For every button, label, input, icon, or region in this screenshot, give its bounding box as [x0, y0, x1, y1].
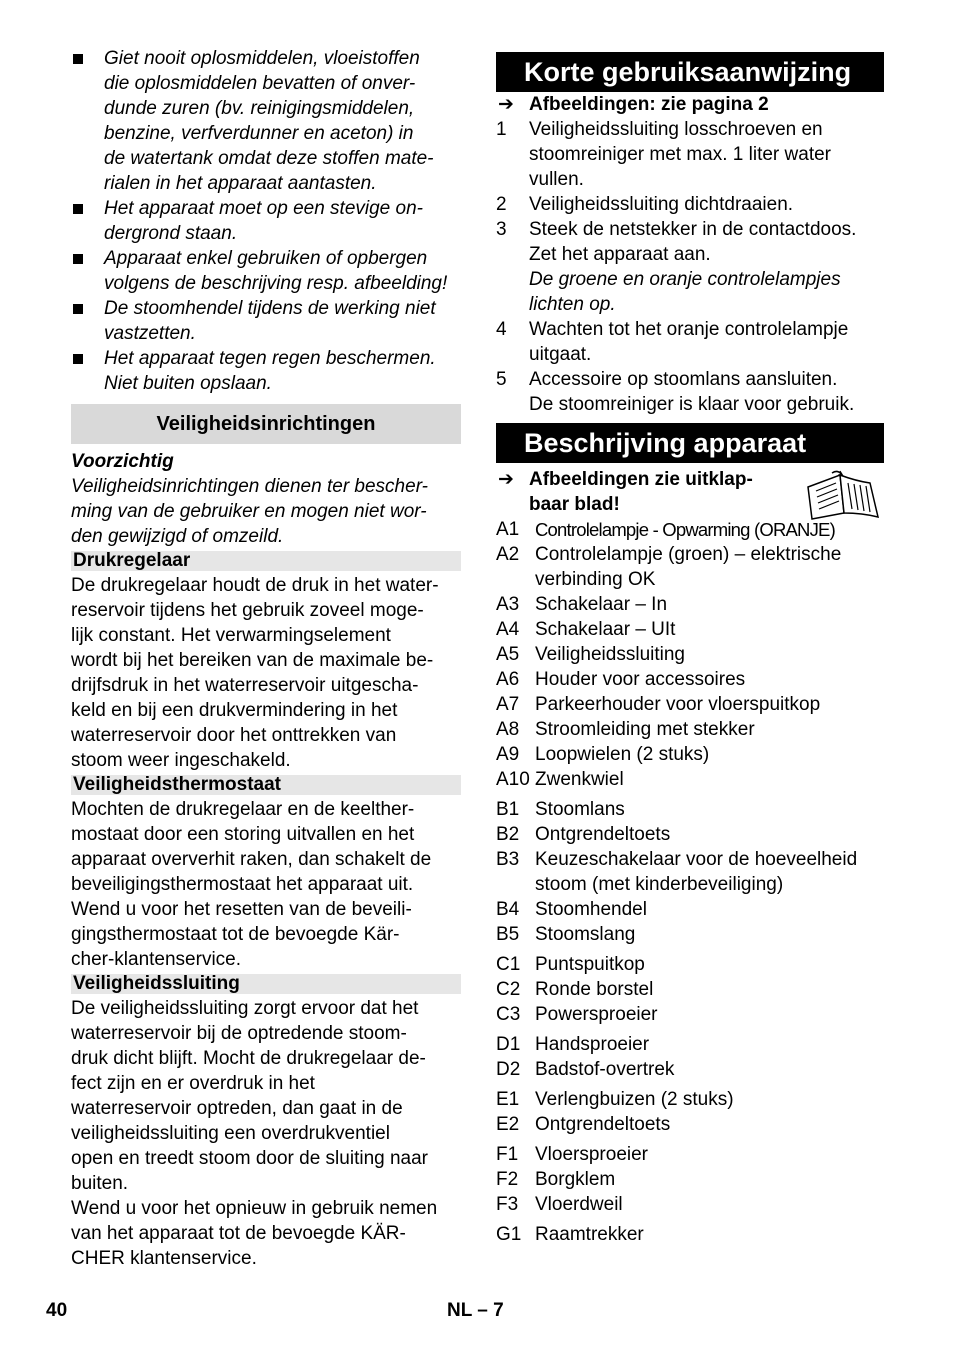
warning-item [71, 296, 461, 346]
text-line: Steek de netstekker in de contactdoos. [529, 219, 857, 240]
warning-item [71, 246, 461, 296]
component-label: Houder voor accessoires [535, 669, 746, 690]
component-item [496, 692, 884, 717]
component-label: Raamtrekker [535, 1224, 644, 1245]
component-item [496, 922, 884, 947]
component-code: F3 [496, 1194, 519, 1215]
text-line: dunde zuren (bv. reinigingsmiddelen, [104, 98, 415, 119]
component-label: Stroomleiding met stekker [535, 719, 755, 740]
text-line: den gewijzigd of omzeild. [71, 526, 284, 547]
component-item [496, 1032, 884, 1057]
safety-sections [71, 551, 461, 1271]
description-reference [496, 467, 884, 517]
text-line: Veiligheidsinrichtingen dienen ter bescher- [71, 476, 429, 497]
text-line: De stoomhendel tijdens de werking niet [104, 298, 436, 319]
text-line: Wend u voor het opnieuw in gebruik nemen [71, 1198, 438, 1219]
text-line: waterreservoir optreden, dan gaat in de [71, 1098, 403, 1119]
text-line: lijk constant. Het verwarmingselement [71, 625, 391, 646]
text-line: De veiligheidssluiting zorgt ervoor dat het [71, 998, 419, 1019]
component-label: Controlelampje - Opwarming (ORANJE) [535, 519, 835, 540]
text-line: Het apparaat tegen regen beschermen. [104, 348, 436, 369]
caution-label: Voorzichtig [71, 451, 174, 472]
component-label: Borgklem [535, 1169, 616, 1190]
component-item [496, 1087, 884, 1112]
component-item [496, 1057, 884, 1082]
component-item [496, 667, 884, 692]
component-label: Stoomslang [535, 924, 636, 945]
component-code: A2 [496, 544, 520, 565]
square-bullet-icon [73, 204, 83, 214]
component-item [496, 742, 884, 767]
step-number: 5 [496, 369, 507, 390]
component-item [496, 617, 884, 642]
quick-guide-reference: ➔ Afbeeldingen: zie pagina 2 [498, 94, 769, 115]
component-code: C2 [496, 979, 521, 1000]
text-line: ming van de gebruiker en mogen niet wor- [71, 501, 427, 522]
component-code: A3 [496, 594, 520, 615]
component-item [496, 952, 884, 977]
text-line: volgens de beschrijving resp. afbeelding! [104, 273, 448, 294]
section-title: Veiligheidsthermostaat [71, 775, 461, 795]
component-item [496, 767, 884, 792]
component-label: Verlengbuizen (2 stuks) [535, 1089, 734, 1110]
text-line: Accessoire op stoomlans aansluiten. [529, 369, 838, 390]
component-code: D2 [496, 1059, 521, 1080]
square-bullet-icon [73, 254, 83, 264]
text-line: buiten. [71, 1173, 129, 1194]
component-item [496, 1142, 884, 1167]
text-line: baar blad! [529, 494, 620, 515]
text-line: benzine, verfverdunner en aceton) in [104, 123, 414, 144]
component-label: Ronde borstel [535, 979, 654, 1000]
text-line: Wachten tot het oranje controlelampje [529, 319, 849, 340]
component-item [496, 542, 884, 592]
step-item [496, 217, 884, 317]
component-label: Keuzeschakelaar voor de hoeveelheid [535, 849, 858, 870]
component-code: A7 [496, 694, 520, 715]
component-code: D1 [496, 1034, 521, 1055]
component-code: E1 [496, 1089, 520, 1110]
component-item [496, 1002, 884, 1027]
text-line: drijfsdruk in het waterreservoir uitgescha- [71, 675, 419, 696]
page-section: NL – 7 [447, 1300, 504, 1321]
text-line: Giet nooit oplosmiddelen, vloeistoffen [104, 48, 420, 69]
step-result-line: De groene en oranje controlelampjes [529, 269, 841, 290]
component-label: Stoomlans [535, 799, 625, 820]
component-code: F2 [496, 1169, 519, 1190]
component-item [496, 1192, 884, 1217]
text-line: vullen. [529, 169, 584, 190]
section-body [71, 996, 461, 1271]
component-item [496, 1167, 884, 1192]
caution-text [71, 474, 461, 549]
text-line: stoomreiniger met max. 1 liter water [529, 144, 831, 165]
component-label: Ontgrendeltoets [535, 1114, 671, 1135]
left-column [71, 46, 461, 1271]
text-line: De stoomreiniger is klaar voor gebruik. [529, 394, 855, 415]
text-line: die oplosmiddelen bevatten of onver- [104, 73, 416, 94]
component-label: Schakelaar – In [535, 594, 668, 615]
component-code: A4 [496, 619, 520, 640]
section-title: Drukregelaar [71, 551, 461, 571]
square-bullet-icon [73, 354, 83, 364]
component-code: B2 [496, 824, 520, 845]
component-code: B5 [496, 924, 520, 945]
text-line: waterreservoir door het onttrekken van [71, 725, 397, 746]
component-label: Ontgrendeltoets [535, 824, 671, 845]
component-item [496, 717, 884, 742]
text-line: Zet het apparaat aan. [529, 244, 711, 265]
warning-item [71, 196, 461, 246]
component-item [496, 1222, 884, 1247]
component-item [496, 517, 884, 542]
text-line: de watertank omdat deze stoffen mate- [104, 148, 434, 169]
component-code: B3 [496, 849, 520, 870]
text-line: druk dicht blijft. Mocht de drukregelaar de- [71, 1048, 426, 1069]
component-label: stoom (met kinderbeveiliging) [535, 874, 784, 895]
text-line: vastzetten. [104, 323, 196, 344]
square-bullet-icon [73, 54, 83, 64]
component-label: Powersproeier [535, 1004, 658, 1025]
component-label: Loopwielen (2 stuks) [535, 744, 710, 765]
text-line: apparaat oververhit raken, dan schakelt de [71, 849, 432, 870]
component-code: C3 [496, 1004, 521, 1025]
quick-guide-heading: Korte gebruiksaanwijzing [496, 52, 884, 92]
component-label: verbinding OK [535, 569, 656, 590]
warning-list [71, 46, 461, 396]
text-line: Het apparaat moet op een stevige on- [104, 198, 423, 219]
step-item [496, 317, 884, 367]
text-line: Afbeeldingen zie uitklap- [529, 469, 753, 490]
component-item [496, 822, 884, 847]
step-item [496, 117, 884, 192]
section-body [71, 797, 461, 972]
component-label: Parkeerhouder voor vloerspuitkop [535, 694, 821, 715]
text-line: Veiligheidssluiting dichtdraaien. [529, 194, 794, 215]
text-line: van het apparaat tot de bevoegde KÄR- [71, 1223, 406, 1244]
warning-item [71, 346, 461, 396]
component-code: A10 [496, 769, 530, 790]
component-list [496, 517, 884, 1247]
text-line: open en treedt stoom door de sluiting naar [71, 1148, 429, 1169]
page-number: 40 [46, 1300, 68, 1321]
component-item [496, 847, 884, 897]
component-code: A8 [496, 719, 520, 740]
text-line: veiligheidssluiting een overdrukventiel [71, 1123, 390, 1144]
right-column [496, 46, 884, 1247]
component-code: A5 [496, 644, 520, 665]
component-code: F1 [496, 1144, 519, 1165]
component-code: E2 [496, 1114, 520, 1135]
text-line: rialen in het apparaat aantasten. [104, 173, 377, 194]
text-line: mostaat door een storing uitvallen en het [71, 824, 415, 845]
step-number: 1 [496, 119, 507, 140]
component-label: Zwenkwiel [535, 769, 624, 790]
text-line: fect zijn en er overdruk in het [71, 1073, 315, 1094]
component-label: Puntspuitkop [535, 954, 645, 975]
component-label: Handsproeier [535, 1034, 650, 1055]
square-bullet-icon [73, 304, 83, 314]
step-number: 2 [496, 194, 507, 215]
component-item [496, 897, 884, 922]
component-label: Vloerdweil [535, 1194, 623, 1215]
foldout-book-icon [804, 469, 884, 521]
arrow-right-icon: ➔ [498, 469, 514, 490]
text-line: keld en bij een drukvermindering in het [71, 700, 398, 721]
component-code: G1 [496, 1224, 522, 1245]
section-title: Veiligheidssluiting [71, 974, 461, 994]
component-code: A9 [496, 744, 520, 765]
text-line: wordt bij het bereiken van de maximale be- [71, 650, 434, 671]
text-line: uitgaat. [529, 344, 592, 365]
component-code: B1 [496, 799, 520, 820]
text-line: Wend u voor het resetten van de beveili- [71, 899, 412, 920]
text-line: De drukregelaar houdt de druk in het water- [71, 575, 439, 596]
warning-item [71, 46, 461, 196]
quick-steps-list [496, 117, 884, 417]
text-line: waterreservoir bij de optredende stoom- [71, 1023, 407, 1044]
safety-devices-heading: Veiligheidsinrichtingen [71, 404, 461, 444]
component-item [496, 977, 884, 1002]
text-line: gingsthermostaat tot de bevoegde Kär- [71, 924, 400, 945]
component-code: A1 [496, 519, 520, 540]
text-line: dergrond staan. [104, 223, 238, 244]
component-code: A6 [496, 669, 520, 690]
component-label: Veiligheidssluiting [535, 644, 685, 665]
text-line: cher-klantenservice. [71, 949, 242, 970]
component-item [496, 1112, 884, 1137]
arrow-right-icon: ➔ [498, 94, 514, 115]
component-item [496, 592, 884, 617]
step-item [496, 192, 884, 217]
section-body [71, 573, 461, 773]
component-item [496, 797, 884, 822]
component-label: Stoomhendel [535, 899, 647, 920]
component-label: Vloersproeier [535, 1144, 648, 1165]
component-item [496, 642, 884, 667]
component-code: B4 [496, 899, 520, 920]
step-number: 3 [496, 219, 507, 240]
text-line: Niet buiten opslaan. [104, 373, 272, 394]
text-line: Veiligheidssluiting losschroeven en [529, 119, 823, 140]
text-line: stoom weer ingeschakeld. [71, 750, 291, 771]
step-result-line: lichten op. [529, 294, 616, 315]
component-label: Schakelaar – UIt [535, 619, 676, 640]
component-label: Controlelampje (groen) – elektrische [535, 544, 842, 565]
device-description-heading: Beschrijving apparaat [496, 423, 884, 463]
step-number: 4 [496, 319, 507, 340]
text-line: beveiligingsthermostaat het apparaat uit. [71, 874, 414, 895]
component-label: Badstof-overtrek [535, 1059, 675, 1080]
text-line: Mochten de drukregelaar en de keelther- [71, 799, 415, 820]
component-code: C1 [496, 954, 521, 975]
text-line: Apparaat enkel gebruiken of opbergen [104, 248, 428, 269]
text-line: reservoir tijdens het gebruik zoveel moge- [71, 600, 424, 621]
text-line: CHER klantenservice. [71, 1248, 257, 1269]
step-item [496, 367, 884, 417]
